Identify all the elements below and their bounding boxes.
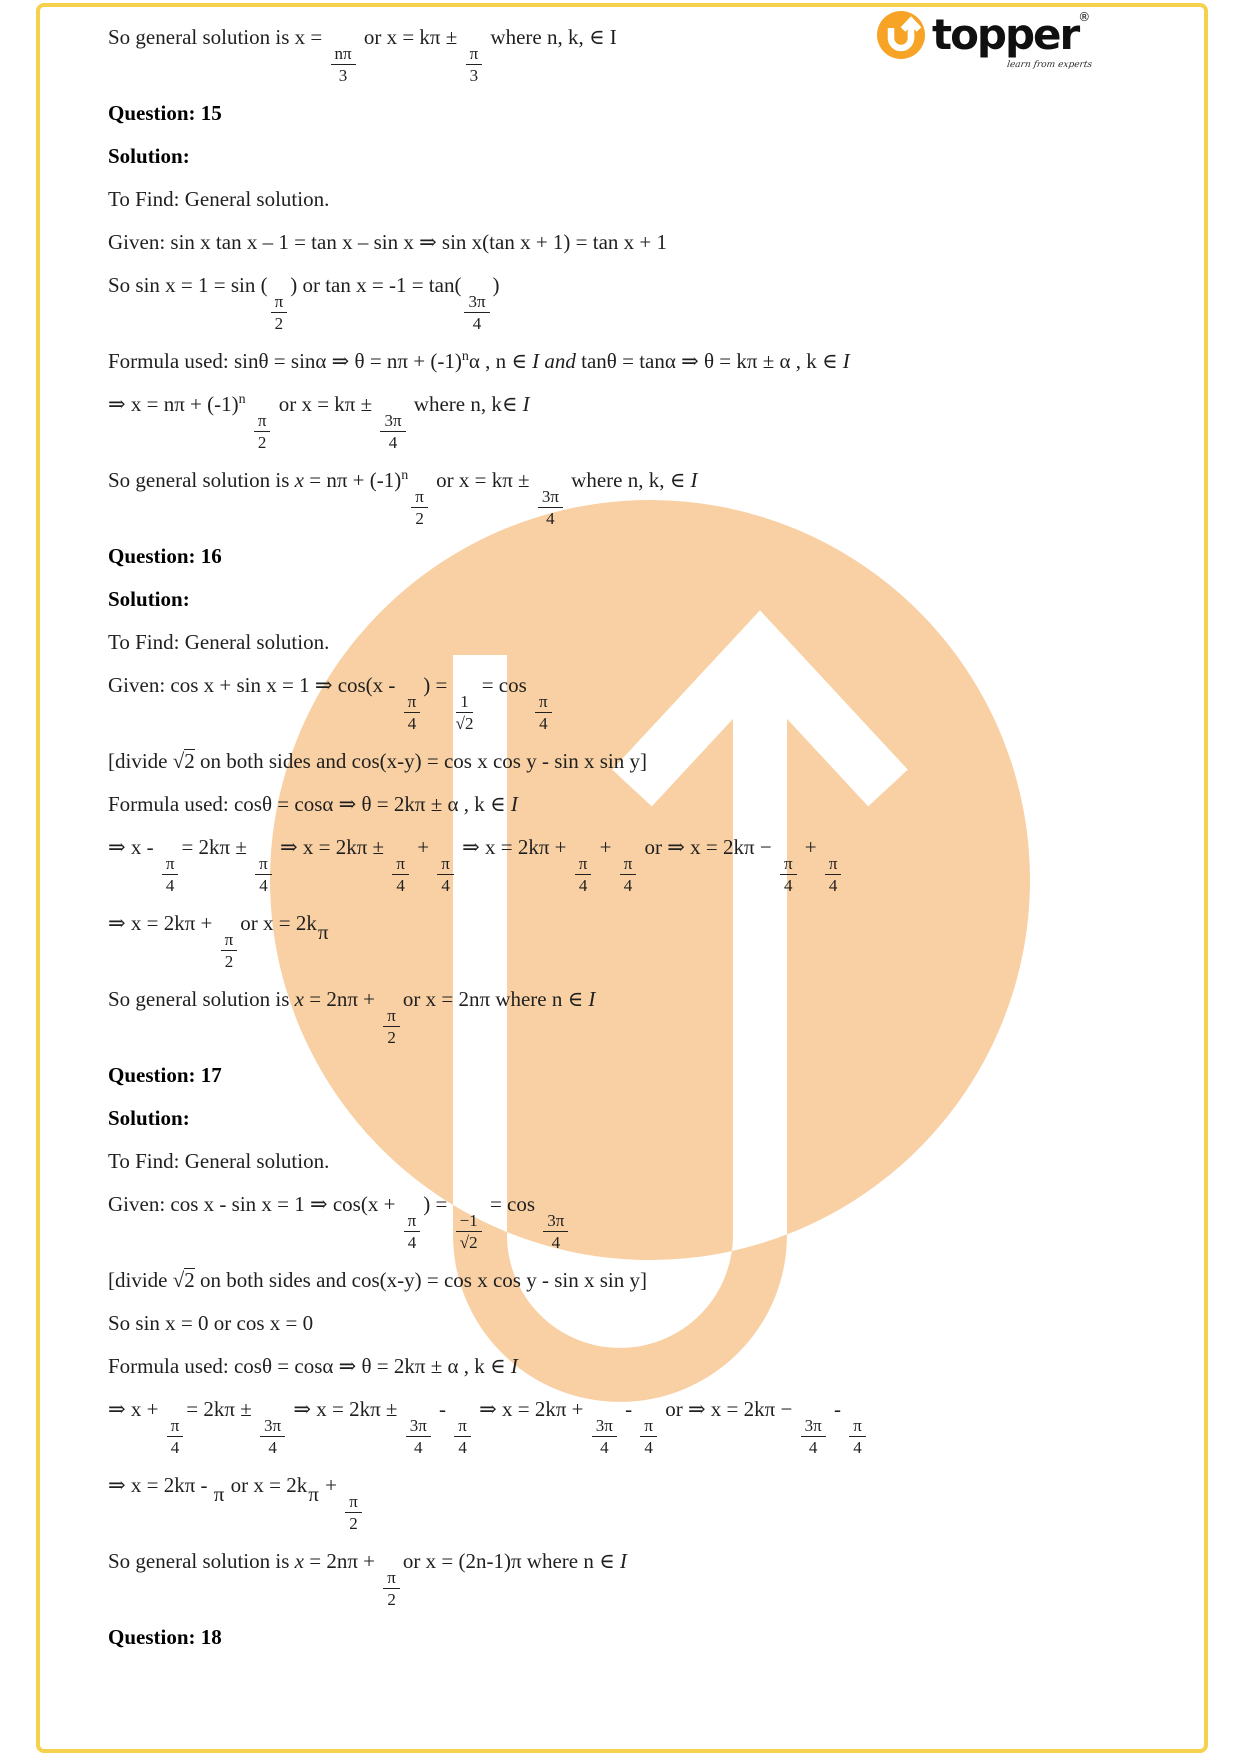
text-segment: x bbox=[294, 468, 304, 492]
text-segment: x bbox=[294, 987, 304, 1011]
text-segment: ) = bbox=[423, 673, 453, 697]
fraction-denominator: 4 bbox=[388, 433, 398, 452]
fraction-denominator: 2 bbox=[415, 509, 424, 528]
fraction-numerator: π bbox=[383, 1569, 400, 1589]
text-segment: I bbox=[619, 1549, 627, 1573]
fraction bbox=[392, 855, 409, 894]
fraction-numerator: 1 bbox=[456, 693, 473, 713]
fraction-denominator: √2 bbox=[459, 1233, 478, 1252]
square-root bbox=[173, 1268, 195, 1292]
text-segment: So sin x = 1 = sin ( bbox=[108, 273, 268, 297]
fraction-numerator: π bbox=[254, 412, 271, 432]
text-segment: Solution: bbox=[108, 1106, 190, 1130]
text-segment: where n, k, ∈ bbox=[565, 468, 691, 492]
fraction bbox=[801, 1417, 826, 1456]
section-header bbox=[108, 1105, 1170, 1132]
brand-name: topper® bbox=[932, 10, 1089, 59]
text-segment: ⇒ x = 2kπ + bbox=[473, 1397, 589, 1421]
math-line: ⇒ x = 2kπ - π or x = 2kπ + $\frac{\pi}{2}$ bbox=[108, 1472, 1170, 1532]
fraction-numerator: π bbox=[466, 45, 483, 65]
fraction bbox=[380, 412, 405, 451]
text-segment: + bbox=[319, 1473, 343, 1497]
math-line bbox=[108, 186, 1170, 213]
fraction bbox=[780, 855, 797, 894]
brand-tagline: learn from experts bbox=[1006, 60, 1093, 70]
fraction bbox=[456, 1212, 482, 1251]
fraction bbox=[575, 855, 592, 894]
fraction-denominator: 4 bbox=[268, 1438, 277, 1457]
text-segment: or x = kπ ± bbox=[358, 25, 463, 49]
fraction-denominator: 4 bbox=[808, 1438, 818, 1457]
fraction-denominator: 2 bbox=[257, 433, 267, 452]
fraction-denominator: √2 bbox=[455, 714, 474, 733]
fraction-numerator: π bbox=[411, 488, 428, 508]
text-segment: I bbox=[510, 1354, 518, 1378]
fraction-numerator: π bbox=[640, 1417, 657, 1437]
math-line bbox=[108, 1548, 1170, 1608]
math-line bbox=[108, 391, 1170, 451]
fraction-denominator: 4 bbox=[170, 1438, 180, 1457]
math-line bbox=[108, 672, 1170, 732]
math-line bbox=[108, 272, 1170, 332]
fraction bbox=[543, 1212, 568, 1251]
math-line bbox=[108, 1148, 1170, 1175]
fraction-denominator: 4 bbox=[458, 1438, 467, 1457]
fraction-numerator: π bbox=[575, 855, 592, 875]
text-segment: or x = 2nπ where n ∈ bbox=[402, 987, 589, 1011]
fraction bbox=[437, 855, 454, 894]
fraction-numerator: π bbox=[167, 1417, 184, 1437]
fraction-denominator: 2 bbox=[224, 952, 234, 971]
text-segment: + bbox=[799, 835, 822, 859]
fraction-numerator: 3π bbox=[464, 293, 489, 313]
fraction-denominator: 4 bbox=[539, 714, 548, 733]
topper-logo bbox=[876, 10, 1093, 70]
fraction-numerator: 3π bbox=[543, 1212, 568, 1232]
fraction-numerator: 3π bbox=[538, 488, 563, 508]
text-segment: where n, k∈ bbox=[408, 392, 523, 416]
fraction bbox=[331, 45, 356, 84]
fraction bbox=[383, 1007, 400, 1046]
text-segment: So general solution is bbox=[108, 468, 295, 492]
fraction bbox=[466, 45, 483, 84]
text-segment: or ⇒ x = 2kπ − bbox=[659, 1397, 798, 1421]
text-segment: Given: cos x - sin x = 1 ⇒ cos(x + bbox=[108, 1192, 401, 1216]
fraction bbox=[255, 855, 272, 894]
fraction-denominator: 4 bbox=[407, 714, 417, 733]
fraction-denominator: 4 bbox=[441, 876, 450, 895]
text-segment: ⇒ x + bbox=[108, 1397, 164, 1421]
solution-content bbox=[108, 24, 1170, 1667]
text-segment: Solution: bbox=[108, 144, 190, 168]
fraction-numerator: π bbox=[404, 1212, 421, 1232]
text-segment: ) bbox=[492, 273, 500, 297]
math-line bbox=[108, 229, 1170, 256]
text-segment: = 2nπ + bbox=[303, 1549, 381, 1573]
fraction-numerator: 3π bbox=[801, 1417, 826, 1437]
fraction bbox=[454, 1417, 471, 1456]
text-segment: Question: 16 bbox=[108, 544, 222, 568]
text-segment: So general solution is bbox=[108, 987, 295, 1011]
text-segment: ⇒ x = 2kπ + bbox=[108, 911, 218, 935]
text-segment: So general solution is bbox=[108, 1549, 295, 1573]
radicand: 2 bbox=[184, 749, 195, 773]
fraction-denominator: 3 bbox=[338, 66, 348, 85]
radical-sign: √ bbox=[172, 1268, 185, 1292]
fraction-denominator: 4 bbox=[828, 876, 838, 895]
fraction-denominator: 4 bbox=[623, 876, 633, 895]
text-segment: To Find: General solution. bbox=[108, 187, 330, 211]
section-header bbox=[108, 1624, 1170, 1651]
fraction-denominator: 4 bbox=[396, 876, 405, 895]
fraction bbox=[464, 293, 489, 332]
math-line bbox=[108, 348, 1170, 375]
text-segment: = cos bbox=[484, 1192, 541, 1216]
text-segment: To Find: General solution. bbox=[108, 1149, 330, 1173]
fraction-denominator: 3 bbox=[469, 66, 479, 85]
fraction-denominator: 4 bbox=[853, 1438, 862, 1457]
fraction bbox=[345, 1493, 362, 1532]
fraction-denominator: 2 bbox=[349, 1514, 358, 1533]
text-segment: To Find: General solution. bbox=[108, 630, 330, 654]
text-segment: I bbox=[510, 792, 518, 816]
fraction-numerator: π bbox=[162, 855, 179, 875]
text-segment: n bbox=[238, 392, 246, 407]
fraction-numerator: π bbox=[620, 855, 637, 875]
fraction bbox=[640, 1417, 657, 1456]
fraction-numerator: π bbox=[825, 855, 842, 875]
text-segment: - bbox=[433, 1397, 452, 1421]
text-segment: or x = 2k bbox=[225, 1473, 308, 1497]
text-segment: Given: sin x tan x – 1 = tan x – sin x ⇒ sin x(tan x + 1) = tan x + 1 bbox=[108, 230, 668, 254]
fraction-denominator: 4 bbox=[165, 876, 175, 895]
text-segment: + bbox=[411, 835, 435, 859]
fraction-numerator: π bbox=[271, 293, 288, 313]
section-header bbox=[108, 143, 1170, 170]
text-segment: I bbox=[532, 349, 540, 373]
math-line bbox=[108, 467, 1170, 527]
text-segment: ⇒ x = 2kπ + bbox=[456, 835, 572, 859]
text-segment: = 2kπ ± bbox=[181, 835, 253, 859]
section-header bbox=[108, 543, 1170, 570]
text-segment: = 2nπ + bbox=[303, 987, 381, 1011]
text-segment: I bbox=[690, 468, 698, 492]
fraction bbox=[271, 293, 288, 332]
topper-logo-icon bbox=[876, 10, 926, 60]
text-segment: Given: cos x + sin x = 1 ⇒ cos(x - bbox=[108, 673, 401, 697]
fraction-denominator: 4 bbox=[783, 876, 793, 895]
text-segment: Question: 18 bbox=[108, 1625, 222, 1649]
math-line bbox=[108, 1191, 1170, 1251]
fraction-denominator: 4 bbox=[546, 509, 555, 528]
text-segment: So general solution is x = bbox=[108, 25, 328, 49]
math-line bbox=[108, 986, 1170, 1046]
fraction-numerator: π bbox=[392, 855, 409, 875]
fraction-numerator: nπ bbox=[331, 45, 356, 65]
text-segment: or x = (2n-1)π where n ∈ bbox=[402, 1549, 620, 1573]
fraction bbox=[404, 1212, 421, 1251]
text-segment: - bbox=[828, 1397, 847, 1421]
text-segment: where n, k, ∈ I bbox=[485, 25, 617, 49]
fraction bbox=[620, 855, 637, 894]
math-line bbox=[108, 1267, 1170, 1294]
text-segment: I bbox=[588, 987, 596, 1011]
fraction-numerator: −1 bbox=[456, 1212, 482, 1232]
text-segment: or x = kπ ± bbox=[273, 392, 378, 416]
fraction bbox=[383, 1569, 400, 1608]
text-segment: n bbox=[401, 468, 409, 483]
math-line: ⇒ x = 2kπ + $\frac{\pi}{2}$ or x = 2kπ bbox=[108, 911, 329, 971]
text-segment: ⇒ x = 2kπ ± bbox=[274, 835, 390, 859]
math-line bbox=[108, 1353, 1170, 1380]
fraction-numerator: π bbox=[454, 1417, 471, 1437]
text-segment: ⇒ x - bbox=[108, 835, 159, 859]
fraction-denominator: 4 bbox=[644, 1438, 653, 1457]
fraction-numerator: π bbox=[221, 931, 238, 951]
fraction bbox=[825, 855, 842, 894]
text-segment: α , n ∈ bbox=[468, 349, 533, 373]
fraction bbox=[456, 693, 474, 732]
fraction-numerator: π bbox=[404, 693, 421, 713]
fraction-denominator: 4 bbox=[578, 876, 588, 895]
fraction-numerator: 3π bbox=[592, 1417, 617, 1437]
text-segment: Solution: bbox=[108, 587, 190, 611]
text-segment: - bbox=[619, 1397, 638, 1421]
math-line bbox=[108, 1396, 1170, 1456]
fraction-denominator: 2 bbox=[274, 314, 284, 333]
fraction-numerator: π bbox=[437, 855, 454, 875]
section-header bbox=[108, 586, 1170, 613]
text-segment: I bbox=[522, 392, 530, 416]
fraction bbox=[404, 693, 421, 732]
fraction bbox=[849, 1417, 866, 1456]
fraction bbox=[406, 1417, 431, 1456]
text-segment: = 2kπ ± bbox=[186, 1397, 258, 1421]
section-header bbox=[108, 1062, 1170, 1089]
text-segment: I bbox=[842, 349, 850, 373]
text-segment: or x = kπ ± bbox=[430, 468, 535, 492]
fraction bbox=[538, 488, 563, 527]
fraction-numerator: π bbox=[345, 1493, 362, 1513]
text-segment: Formula used: sinθ = sinα ⇒ θ = nπ + (-1) bbox=[108, 349, 462, 373]
radical-sign: √ bbox=[172, 749, 185, 773]
text-segment: or x = 2k bbox=[240, 911, 317, 935]
radicand: 2 bbox=[184, 1268, 195, 1292]
square-root bbox=[173, 749, 195, 773]
text-segment: or ⇒ x = 2kπ − bbox=[639, 835, 777, 859]
text-segment: Question: 15 bbox=[108, 101, 222, 125]
text-segment: x bbox=[294, 1549, 304, 1573]
text-segment: + bbox=[594, 835, 617, 859]
registered-mark: ® bbox=[1078, 10, 1089, 24]
text-segment: ⇒ x = 2kπ - bbox=[108, 1473, 213, 1497]
fraction bbox=[260, 1417, 285, 1456]
fraction bbox=[592, 1417, 617, 1456]
fraction-denominator: 4 bbox=[551, 1233, 561, 1252]
fraction-denominator: 2 bbox=[387, 1028, 396, 1047]
text-segment: ) or tan x = -1 = tan( bbox=[290, 273, 462, 297]
fraction-denominator: 4 bbox=[407, 1233, 417, 1252]
fraction bbox=[162, 855, 179, 894]
fraction bbox=[167, 1417, 184, 1456]
fraction-numerator: π bbox=[255, 855, 272, 875]
fraction-numerator: 3π bbox=[380, 412, 405, 432]
fraction-numerator: π bbox=[383, 1007, 400, 1027]
fraction-numerator: 3π bbox=[406, 1417, 431, 1437]
text-segment: n bbox=[461, 349, 469, 364]
math-line bbox=[108, 748, 1170, 775]
text-segment: [divide bbox=[108, 1268, 173, 1292]
text-segment: ) = bbox=[423, 1192, 453, 1216]
text-segment: ⇒ x = 2kπ ± bbox=[288, 1397, 403, 1421]
fraction-denominator: 4 bbox=[259, 876, 268, 895]
text-segment: on both sides and cos(x-y) = cos x cos y - sin x sin y] bbox=[194, 1268, 647, 1292]
text-segment: = nπ + (-1) bbox=[303, 468, 402, 492]
math-line bbox=[108, 1310, 1170, 1337]
fraction bbox=[535, 693, 552, 732]
math-line bbox=[108, 629, 1170, 656]
text-segment: on both sides and cos(x-y) = cos x cos y - sin x sin y] bbox=[194, 749, 647, 773]
fraction-numerator: π bbox=[849, 1417, 866, 1437]
math-line bbox=[108, 791, 1170, 818]
fraction-denominator: 4 bbox=[472, 314, 482, 333]
fraction bbox=[411, 488, 428, 527]
fraction-numerator: 3π bbox=[260, 1417, 285, 1437]
fraction-numerator: π bbox=[535, 693, 552, 713]
fraction bbox=[221, 931, 238, 970]
text-segment: ⇒ x = nπ + (-1) bbox=[108, 392, 239, 416]
section-header bbox=[108, 100, 1170, 127]
fraction-denominator: 2 bbox=[387, 1590, 396, 1609]
text-segment: Formula used: cosθ = cosα ⇒ θ = 2kπ ± α , k ∈ bbox=[108, 792, 511, 816]
text-segment: [divide bbox=[108, 749, 173, 773]
text-segment: tanθ = tanα ⇒ θ = kπ ± α , k ∈ bbox=[575, 349, 843, 373]
fraction-denominator: 4 bbox=[414, 1438, 423, 1457]
fraction-numerator: π bbox=[780, 855, 797, 875]
fraction bbox=[254, 412, 271, 451]
text-segment: Formula used: cosθ = cosα ⇒ θ = 2kπ ± α , k ∈ bbox=[108, 1354, 511, 1378]
fraction-denominator: 4 bbox=[600, 1438, 609, 1457]
text-segment: Question: 17 bbox=[108, 1063, 222, 1087]
text-segment bbox=[246, 392, 251, 416]
text-segment: = cos bbox=[476, 673, 533, 697]
text-segment: So sin x = 0 or cos x = 0 bbox=[108, 1311, 314, 1335]
math-line bbox=[108, 834, 1170, 894]
text-segment: and bbox=[544, 349, 576, 373]
